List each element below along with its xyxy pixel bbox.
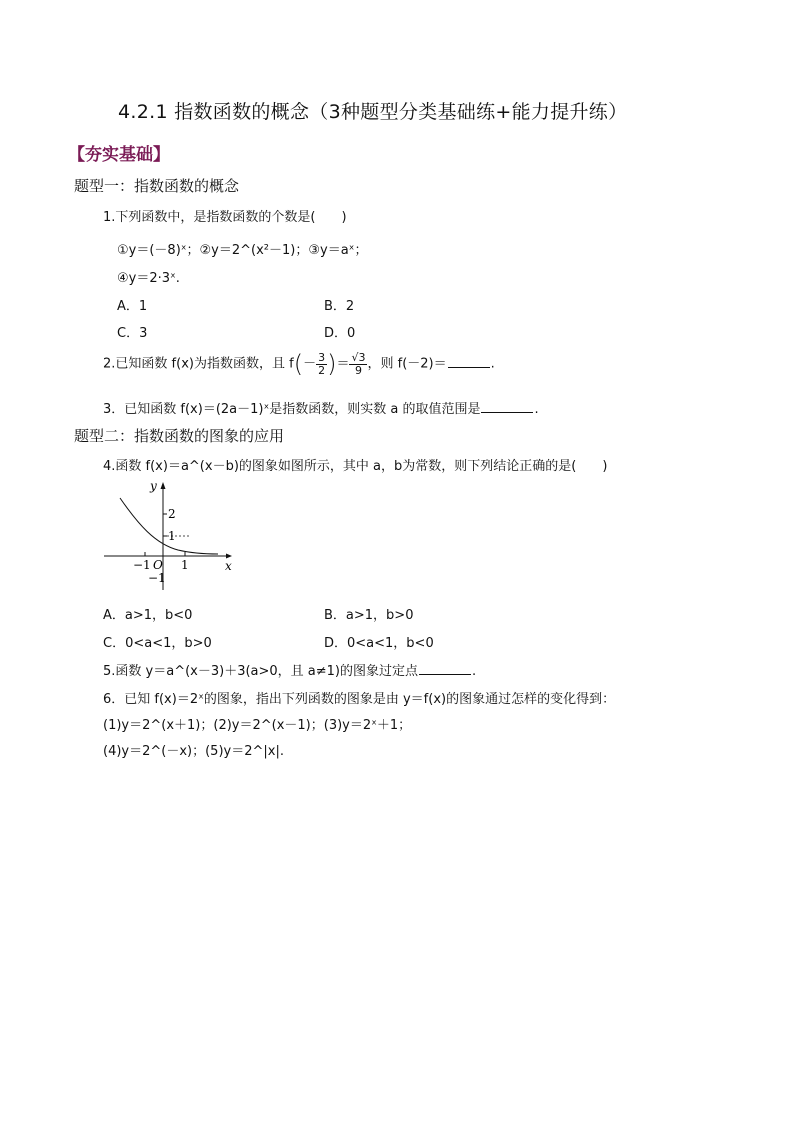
q3-line — [103, 398, 539, 417]
q1-functions-line1: ①y＝(－8)ˣ；②y＝2^(x²－1)；③y＝aˣ； — [117, 243, 368, 258]
q2-end: . — [490, 356, 495, 372]
q1-option-b[interactable]: B．2 — [324, 299, 355, 314]
q5-answer-blank[interactable] — [419, 662, 471, 675]
q2-fraction — [316, 352, 327, 377]
label-xm1: −1 — [133, 558, 151, 572]
origin-label: O — [153, 558, 163, 572]
label-y1: 1 — [168, 529, 176, 543]
q1-stem: 1.下列函数中，是指数函数的个数是( ) — [103, 210, 347, 225]
q5-text: 5.函数 y＝a^(x－3)＋3(a>0，且 a≠1)的图象过定点 — [103, 664, 419, 679]
q2-root-den: 9 — [354, 363, 362, 377]
q2-root-fraction — [349, 352, 367, 377]
q3-answer-blank[interactable] — [481, 400, 533, 413]
page-title: 4.2.1 指数函数的概念（3种题型分类基础练+能力提升练） — [118, 101, 628, 123]
type2-heading: 题型二：指数函数的图象的应用 — [74, 427, 285, 445]
q3-end: . — [534, 402, 539, 417]
q6-line2: (4)y＝2^(－x)；(5)y＝2^|x|. — [103, 744, 284, 759]
q4-option-a[interactable]: A．a>1，b<0 — [103, 608, 193, 623]
label-ym1: −1 — [148, 571, 166, 585]
q2-answer-blank[interactable] — [448, 355, 490, 368]
q4-stem: 4.函数 f(x)＝a^(x－b)的图象如图所示，其中 a，b为常数，则下列结论正确的是( ) — [103, 459, 608, 474]
q1-option-d[interactable]: D．0 — [324, 326, 356, 341]
q5-end: . — [472, 664, 477, 679]
q2-frac-den: 2 — [318, 363, 326, 377]
q6-stem: 6．已知 f(x)＝2ˣ的图象，指出下列函数的图象是由 y＝f(x)的图象通过怎样的变化得到： — [103, 692, 616, 707]
q1-option-c[interactable]: C．3 — [117, 326, 148, 341]
label-x1: 1 — [181, 558, 189, 572]
y-axis-arrow — [161, 482, 166, 489]
x-axis-arrow — [226, 554, 232, 559]
label-y2: 2 — [168, 507, 176, 521]
q2-f: f — [289, 356, 294, 372]
section-heading-basic: 【夯实基础】 — [68, 145, 170, 165]
q4-option-c[interactable]: C．0<a<1，b>0 — [103, 636, 212, 651]
y-axis-label: y — [150, 479, 157, 493]
q4-graph — [100, 476, 240, 594]
type1-heading: 题型一：指数函数的概念 — [74, 177, 240, 195]
x-axis-label: x — [225, 559, 232, 573]
q2-line: 2.已知函数 f(x)为指数函数，且 f(－ $\frac{3}{2}$ )＝ $\frac{√3}{9}$ ，则 f(－2)＝ . — [103, 350, 495, 378]
q1-option-a[interactable]: A．1 — [117, 299, 148, 314]
q1-functions-line2: ④y＝2·3ˣ. — [117, 271, 180, 286]
q2-prefix: 2.已知函数 — [103, 356, 168, 372]
q2-equals: ＝ — [336, 356, 350, 372]
q2-frac-num: 3 — [318, 350, 326, 364]
q4-option-b[interactable]: B．a>1，b>0 — [324, 608, 414, 623]
q2-minus: － — [303, 356, 317, 372]
q2-suffix: ，则 f(－2)＝ — [367, 356, 447, 372]
q2-root-num: √3 — [351, 350, 366, 364]
q4-option-d[interactable]: D．0<a<1，b<0 — [324, 636, 434, 651]
q6-line1: (1)y＝2^(x＋1)；(2)y＝2^(x－1)；(3)y＝2ˣ＋1； — [103, 718, 412, 733]
q2-fx: f(x)为指数函数，且 — [171, 356, 285, 372]
q5-line — [103, 660, 476, 679]
q3-text: 3．已知函数 f(x)＝(2a－1)ˣ是指数函数，则实数 a 的取值范围是 — [103, 402, 481, 417]
